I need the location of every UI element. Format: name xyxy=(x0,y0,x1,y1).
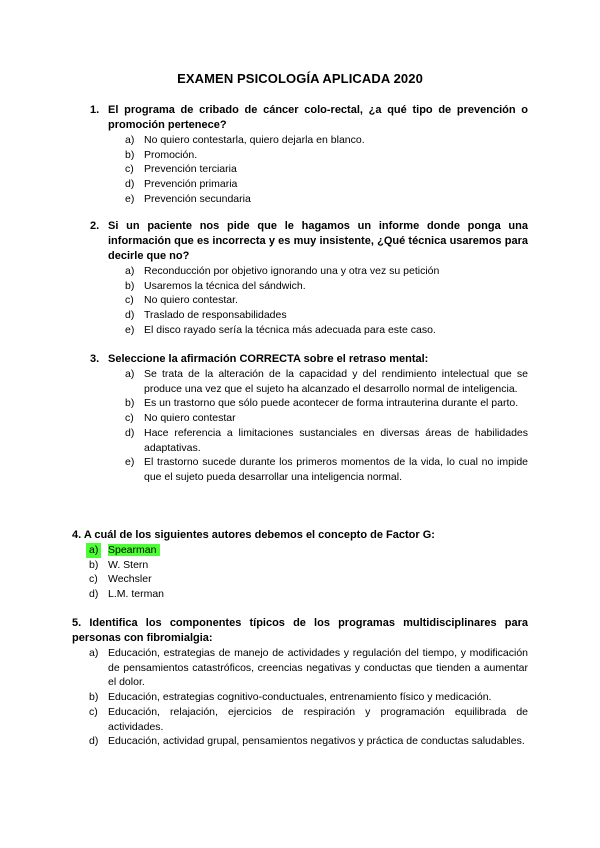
option-3b xyxy=(125,396,528,411)
question-4-text xyxy=(72,528,528,543)
option-letter: d) xyxy=(89,735,99,748)
option-letter: a) xyxy=(125,368,135,380)
question-5 xyxy=(0,616,600,749)
question-2-text xyxy=(90,219,528,264)
option-letter: b) xyxy=(125,397,135,410)
option-text: Wechsler xyxy=(108,573,152,586)
option-1d xyxy=(125,177,528,192)
option-3d xyxy=(125,426,528,455)
question-5-text xyxy=(72,616,528,646)
question-stem: Si un paciente nos pide que le hagamos un informe donde ponga una información que es incorrecta y es muy insistente, ¿Qué técnica usaremos para decirle que no? xyxy=(108,220,528,262)
option-text: Traslado de responsabilidades xyxy=(144,309,287,322)
question-1 xyxy=(0,103,600,207)
option-text: Prevención secundaria xyxy=(144,192,251,205)
question-4 xyxy=(0,528,600,602)
question-2 xyxy=(0,219,600,338)
option-text: Prevención terciaria xyxy=(144,163,237,176)
question-number: 3. xyxy=(90,353,100,365)
option-letter: b) xyxy=(125,279,135,292)
option-letter: d) xyxy=(89,588,99,601)
option-2e xyxy=(125,323,528,338)
option-letter: a) xyxy=(125,134,135,146)
option-letter: a) xyxy=(89,647,99,659)
option-text: Usaremos la técnica del sándwich. xyxy=(144,279,306,292)
option-list xyxy=(0,367,600,485)
option-text: No quiero contestar. xyxy=(144,294,238,307)
option-2a xyxy=(125,264,528,279)
option-3c xyxy=(125,411,528,426)
option-1e xyxy=(125,192,528,207)
option-letter: d) xyxy=(125,309,135,322)
option-text: Prevención primaria xyxy=(144,178,238,191)
option-letter: d) xyxy=(125,178,135,191)
option-letter: d) xyxy=(125,426,135,439)
option-text: El trastorno sucede durante los primeros momentos de la vida, lo cual no impide que el sujeto pueda desarrollar una inteligencia normal. xyxy=(144,456,528,483)
option-letter: c) xyxy=(89,705,98,718)
option-text: W. Stern xyxy=(108,558,149,571)
option-text: Promoción. xyxy=(144,148,198,161)
option-letter: b) xyxy=(89,558,99,571)
option-5d xyxy=(89,734,528,749)
option-list xyxy=(0,543,600,602)
question-stem: Identifica los componentes típicos de los programas multidisciplinares para personas con fibromialgia: xyxy=(72,617,528,644)
option-letter: c) xyxy=(125,412,134,425)
option-2c xyxy=(125,293,528,308)
option-letter: b) xyxy=(125,148,135,161)
question-number: 4. xyxy=(72,529,82,541)
option-2d xyxy=(125,308,528,323)
option-3a xyxy=(125,367,528,396)
option-text: Es un trastorno que sólo puede acontecer de forma intrauterina durante el parto. xyxy=(144,397,519,410)
option-letter: a) xyxy=(86,543,101,558)
option-text: El disco rayado sería la técnica más adecuada para este caso. xyxy=(144,323,436,336)
option-letter: c) xyxy=(125,163,134,176)
option-5b xyxy=(89,690,528,705)
option-1b xyxy=(125,148,528,163)
option-4b xyxy=(89,558,528,573)
question-3 xyxy=(0,352,600,485)
option-letter: e) xyxy=(125,192,135,205)
option-4c xyxy=(89,572,528,587)
option-1a xyxy=(125,133,528,148)
option-list xyxy=(0,646,600,749)
question-1-text xyxy=(90,103,528,133)
option-letter: c) xyxy=(125,294,134,307)
option-text: Se trata de la alteración de la capacidad y del rendimiento intelectual que se produce una vez que el sujeto ha alcanzado el desarrollo normal de inteligencia. xyxy=(144,368,528,395)
option-text: No quiero contestar xyxy=(144,412,236,425)
option-3e xyxy=(125,455,528,484)
highlighted-answer: Spearman xyxy=(108,544,160,556)
question-number: 1. xyxy=(90,104,100,116)
option-4d xyxy=(89,587,528,602)
option-text: L.M. terman xyxy=(108,588,165,601)
option-1c xyxy=(125,162,528,177)
option-4a xyxy=(89,543,528,558)
option-list xyxy=(0,133,600,207)
question-number: 5. xyxy=(72,617,82,629)
option-text: No quiero contestarla, quiero dejarla en blanco. xyxy=(144,134,365,146)
option-letter: b) xyxy=(89,691,99,704)
option-letter: e) xyxy=(125,456,135,469)
option-text: Hace referencia a limitaciones sustanciales en diversas áreas de habilidades adaptativas. xyxy=(144,426,528,454)
option-letter: e) xyxy=(125,323,135,336)
page-title: EXAMEN PSICOLOGÍA APLICADA 2020 xyxy=(177,71,423,86)
question-stem: A cuál de los siguientes autores debemos el concepto de Factor G: xyxy=(83,529,435,541)
option-text: Educación, actividad grupal, pensamientos negativos y práctica de conductas saludables. xyxy=(108,735,525,748)
option-text: Reconducción por objetivo ignorando una y otra vez su petición xyxy=(144,265,440,277)
option-2b xyxy=(125,279,528,294)
question-number: 2. xyxy=(90,220,100,232)
question-3-text xyxy=(90,352,528,367)
question-stem: Seleccione la afirmación CORRECTA sobre el retraso mental: xyxy=(108,353,429,365)
option-letter: c) xyxy=(89,573,98,586)
option-letter: a) xyxy=(125,265,135,277)
option-list xyxy=(0,264,600,338)
option-5a xyxy=(89,646,528,690)
option-5c xyxy=(89,705,528,734)
option-text: Educación, estrategias de manejo de actividades y regulación del tiempo, y modificación de pensamientos catastróficos, creencias negativas y conductas que tienden a aumentar el dolor. xyxy=(108,647,528,689)
option-text: Educación, estrategias cognitivo-conductuales, entrenamiento físico y medicación. xyxy=(108,691,492,704)
option-text: Educación, relajación, ejercicios de respiración y programación equilibrada de actividades. xyxy=(108,705,528,733)
question-stem: El programa de cribado de cáncer colo-rectal, ¿a qué tipo de prevención o promoción pertenece? xyxy=(108,104,528,131)
